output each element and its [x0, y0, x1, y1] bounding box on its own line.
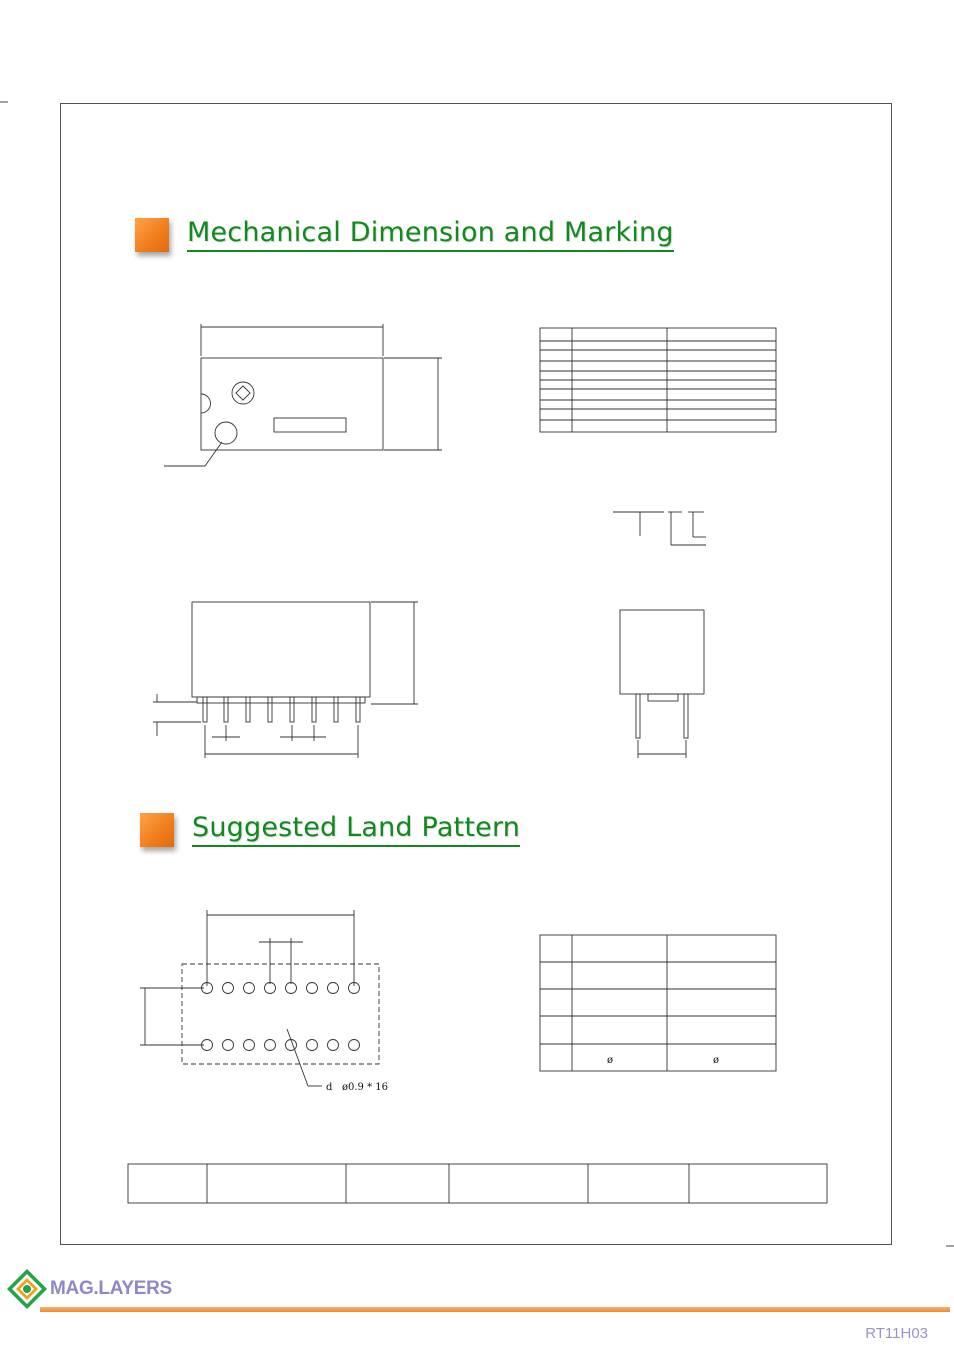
pad: [265, 983, 276, 994]
pad-table-cell: ø: [607, 1055, 614, 1066]
hole-note-prefix: d: [326, 1082, 333, 1093]
land-pattern-drawing: [140, 910, 379, 1086]
marking-label-box: [274, 418, 346, 432]
dimension-table: [540, 328, 776, 432]
footer-bar: [40, 1307, 950, 1312]
land-pattern-table: [540, 935, 776, 1071]
pad: [244, 983, 255, 994]
pad: [328, 983, 339, 994]
footprint-outline: [182, 964, 379, 1064]
title-block-table: [128, 1164, 827, 1203]
pin1-indicator: [215, 422, 237, 444]
side-view-drawing: [153, 602, 418, 758]
pad: [223, 983, 234, 994]
pad: [328, 1040, 339, 1051]
component-body-top: [201, 358, 383, 450]
pad: [244, 1040, 255, 1051]
brand-name: MAG.LAYERS: [50, 1278, 172, 1299]
end-view-drawing: [620, 610, 704, 758]
component-body-side: [192, 602, 370, 697]
top-view-drawing: [164, 324, 442, 466]
pad: [265, 1040, 276, 1051]
document-code: RT11H03: [865, 1325, 928, 1342]
pad: [349, 1040, 360, 1051]
pad: [307, 983, 318, 994]
brand-logo-icon: [6, 1268, 48, 1310]
component-body-end: [620, 610, 704, 694]
pad: [286, 983, 297, 994]
hole-note: ø0.9 * 16: [342, 1082, 389, 1093]
section-title-mechanical: Mechanical Dimension and Marking: [187, 217, 674, 252]
section-title-land-pattern: Suggested Land Pattern: [192, 812, 520, 847]
brand-logo: [6, 1268, 172, 1310]
pad-table-cell: ø: [713, 1055, 720, 1066]
pad: [223, 1040, 234, 1051]
marking-code-legend: [613, 512, 706, 545]
pad: [307, 1040, 318, 1051]
